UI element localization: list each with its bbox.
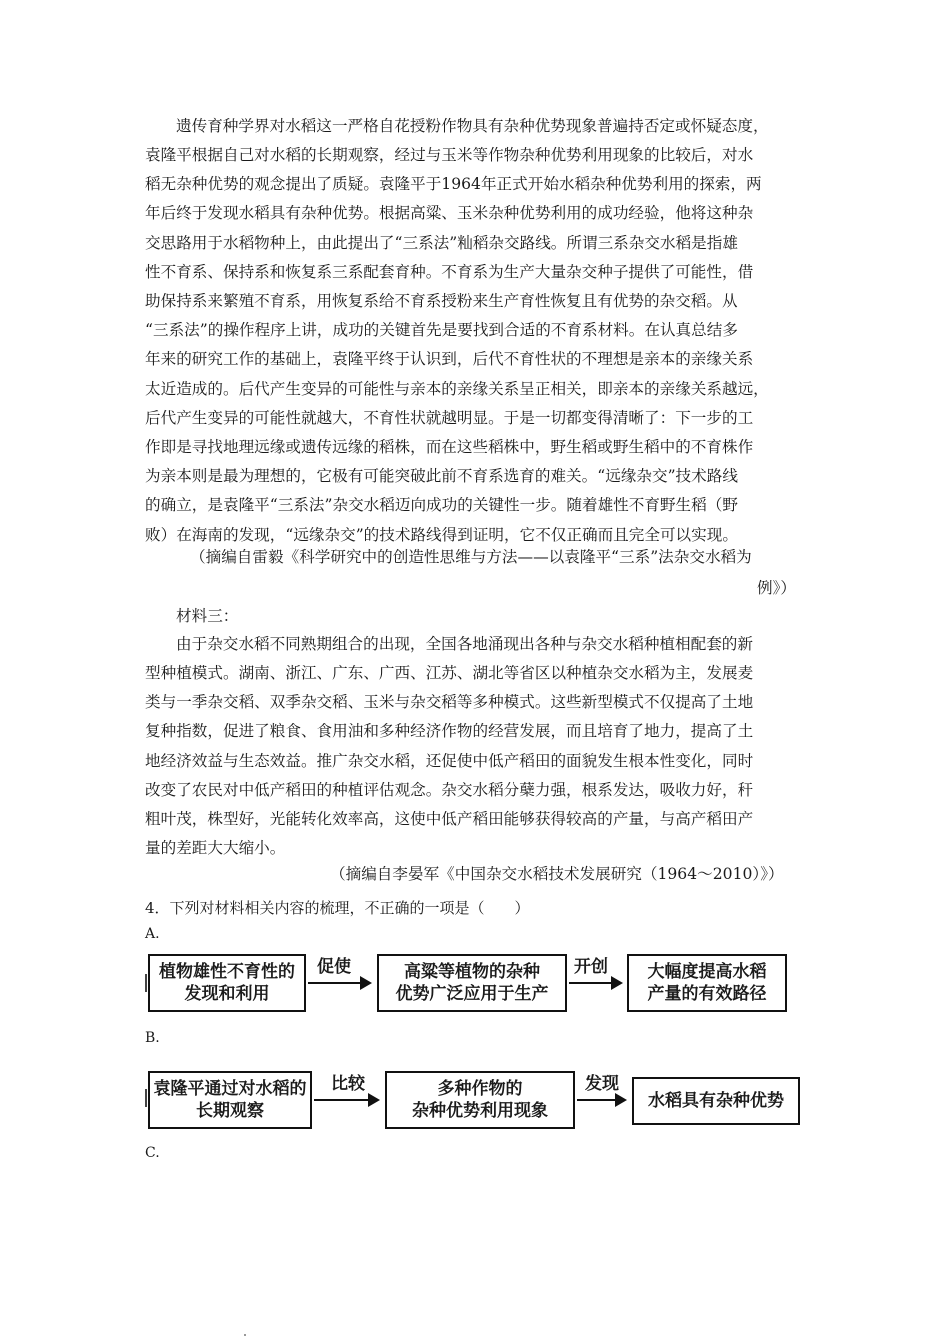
text-line: 交思路用于水稻物种上，由此提出了“三系法”籼稻杂交路线。所谓三系杂交水稻是指雄 <box>145 233 738 252</box>
material3-paragraph-body <box>145 659 805 863</box>
text-line: 类与一季杂交稻、双季杂交稻、玉米与杂交稻等多种模式。这些新型模式不仅提高了土地 <box>145 693 754 712</box>
box-text: 水稻具有杂种优势 <box>648 1091 784 1111</box>
text-line: 量的差距大大缩小。 <box>145 839 286 858</box>
text-line: 地经济效益与生态效益。推广杂交水稻，还促使中低产稻田的面貌发生根本性变化，同时 <box>145 751 754 770</box>
option-a-label[interactable]: A. <box>145 926 160 942</box>
text-line: 年后终于发现水稻具有杂种优势。根据高粱、玉米杂种优势利用的成功经验，他将这种杂 <box>145 204 754 223</box>
option-a-box-3 <box>627 954 787 1012</box>
scan-mark <box>145 1089 147 1107</box>
material3-source: （摘编自李晏军《中国杂交水稻技术发展研究（1964～2010）》） <box>330 865 784 883</box>
option-b-box-1 <box>148 1071 312 1129</box>
box-text: 杂种优势利用现象 <box>412 1101 548 1121</box>
arrow-right-icon <box>314 1099 378 1101</box>
box-text: 优势广泛应用于生产 <box>395 984 549 1004</box>
material2-paragraph <box>145 112 805 141</box>
material3-heading: 材料三： <box>176 607 239 625</box>
box-text: 袁隆平通过对水稻的 <box>153 1079 307 1099</box>
option-b-arrow-label-1: 比较 <box>331 1074 365 1094</box>
option-c-label[interactable]: C. <box>145 1145 160 1161</box>
box-text: 长期观察 <box>196 1101 264 1121</box>
arrow-right-icon <box>577 1099 625 1101</box>
material2-paragraph-body <box>145 141 805 550</box>
text-line: 助保持系来繁殖不育系，用恢复系给不育系授粉来生产育性恢复且有优势的杂交稻。从 <box>145 292 738 311</box>
option-a-arrow-label-2: 开创 <box>574 957 608 977</box>
box-text: 大幅度提高水稻 <box>647 962 767 982</box>
box-text: 多种作物的 <box>437 1079 523 1099</box>
question-stem: 4．下列对材料相关内容的梳理，不正确的一项是（ ） <box>145 899 530 917</box>
option-a-arrow-label-1: 促使 <box>317 957 351 977</box>
text-line: 改变了农民对中低产稻田的种植评估观念。杂交水稻分蘖力强，根系发达，吸收力好，秆 <box>145 780 754 799</box>
arrow-right-icon <box>569 982 621 984</box>
text-line: 由于杂交水稻不同熟期组合的出现，全国各地涌现出各种与杂交水稻种植相配套的新 <box>176 635 753 653</box>
text-line: 年来的研究工作的基础上，袁隆平终于认识到，后代不育性状的不理想是亲本的亲缘关系 <box>145 350 754 369</box>
option-b-arrow-label-2: 发现 <box>585 1074 619 1094</box>
option-b-flowchart <box>145 1067 805 1129</box>
text-line: 的确立，是袁隆平“三系法”杂交水稻迈向成功的关键性一步。随着雄性不育野生稻（野 <box>145 496 738 515</box>
text-line: 为亲本则是最为理想的，它极有可能突破此前不育系选育的难关。“远缘杂交”技术路线 <box>145 467 738 486</box>
option-b-box-3 <box>632 1077 800 1125</box>
option-b-label[interactable]: B. <box>145 1030 160 1046</box>
text-line: 后代产生变异的可能性就越大，不育性状就越明显。于是一切都变得清晰了：下一步的工 <box>145 408 754 427</box>
text-line: 作即是寻找地理远缘或遗传远缘的稻株，而在这些稻株中，野生稻或野生稻中的不育株作 <box>145 438 754 457</box>
text-line: 性不育系、保持系和恢复系三系配套育种。不育系为生产大量杂交种子提供了可能性，借 <box>145 262 754 281</box>
text-line: 粗叶茂，株型好，光能转化效率高，这使中低产稻田能够获得较高的产量，与高产稻田产 <box>145 810 754 829</box>
scan-mark <box>145 974 147 992</box>
box-text: 高粱等植物的杂种 <box>404 962 540 982</box>
page-speck <box>244 1334 246 1336</box>
material2-source-end: 例》） <box>757 579 796 597</box>
box-text: 发现和利用 <box>184 984 270 1004</box>
text-line: 遗传育种学界对水稻这一严格自花授粉作物具有杂种优势现象普遍持否定或怀疑态度， <box>176 117 769 135</box>
text-line: 复种指数，促进了粮食、食用油和多种经济作物的经营发展，而且培育了地力，提高了土 <box>145 722 754 741</box>
text-line: 袁隆平根据自己对水稻的长期观察，经过与玉米等作物杂种优势利用现象的比较后，对水 <box>145 146 754 164</box>
box-text: 产量的有效路径 <box>647 984 767 1004</box>
material3-paragraph <box>145 630 805 659</box>
option-a-box-1 <box>148 954 306 1012</box>
option-a-flowchart <box>145 952 805 1014</box>
text-line: “三系法”的操作程序上讲，成功的关键首先是要找到合适的不育系材料。在认真总结多 <box>145 321 738 340</box>
option-a-box-2 <box>377 954 567 1012</box>
text-line: 稻无杂种优势的观念提出了质疑。袁隆平于1964年正式开始水稻杂种优势利用的探索，两 <box>145 175 762 194</box>
arrow-right-icon <box>308 982 370 984</box>
text-line: 败）在海南的发现，“远缘杂交”的技术路线得到证明，它不仅正确而且完全可以实现。 <box>145 525 738 544</box>
text-line: 太近造成的。后代产生变异的可能性与亲本的亲缘关系呈正相关，即亲本的亲缘关系越远， <box>145 379 769 398</box>
box-text: 植物雄性不育性的 <box>159 962 295 982</box>
material2-source: （摘编自雷毅《科学研究中的创造性思维与方法——以袁隆平“三系”法杂交水稻为 <box>190 548 752 566</box>
text-line: 型种植模式。湖南、浙江、广东、广西、江苏、湖北等省区以种植杂交水稻为主，发展麦 <box>145 664 754 682</box>
option-b-box-2 <box>385 1071 575 1129</box>
